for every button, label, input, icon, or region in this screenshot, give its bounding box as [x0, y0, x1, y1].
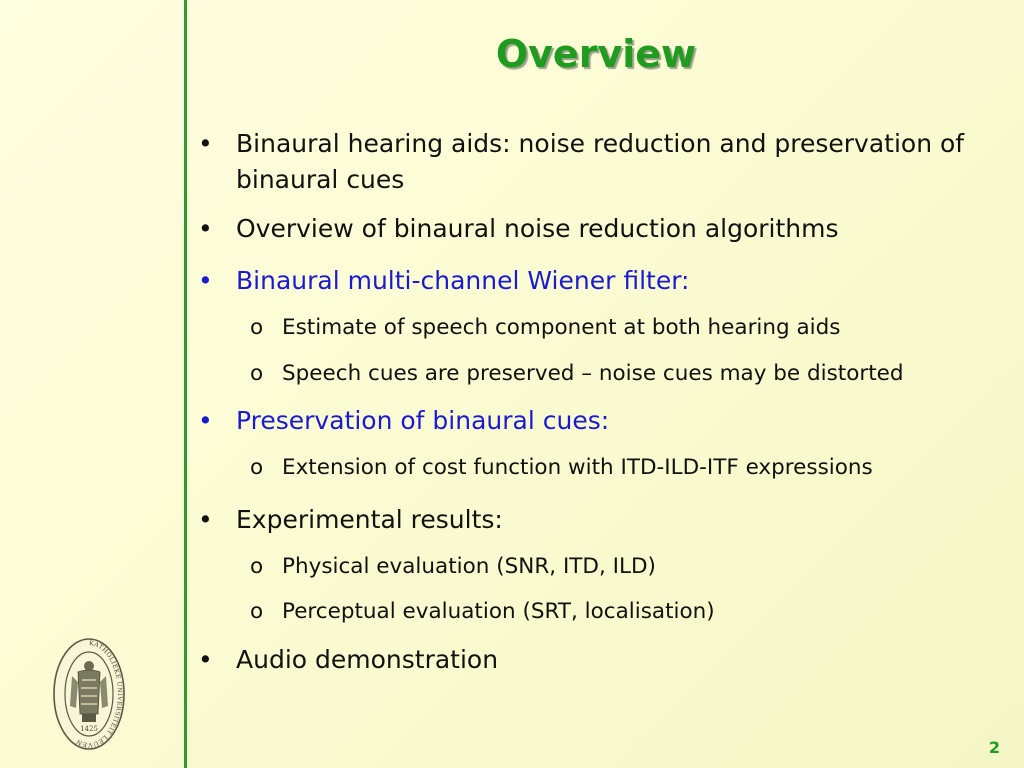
sub-bullet-marker: o	[250, 361, 264, 386]
svg-text:1425: 1425	[80, 725, 98, 733]
sub-bullet-item	[196, 313, 986, 343]
bullet-marker: •	[198, 505, 213, 534]
bullet-item	[196, 263, 986, 299]
bullet-marker: •	[198, 266, 213, 295]
university-seal-logo	[52, 636, 126, 752]
sub-bullet-marker: o	[250, 599, 264, 624]
sub-bullet-item	[196, 552, 986, 582]
bullet-item	[196, 126, 986, 198]
bullet-text: Audio demonstration	[236, 645, 499, 674]
bullet-item	[196, 502, 986, 538]
sub-bullet-item	[196, 453, 986, 483]
vertical-divider	[184, 0, 187, 768]
sub-bullet-text: Estimate of speech component at both hearing aids	[282, 315, 841, 340]
sub-bullet-text: Extension of cost function with ITD-ILD-ITF expressions	[282, 455, 873, 480]
sub-bullet-item	[196, 597, 986, 627]
bullet-text: Binaural hearing aids: noise reduction and preservation of binaural cues	[236, 129, 965, 194]
bullet-text: Preservation of binaural cues:	[236, 406, 610, 435]
svg-text:KATHOLIEKE UNIVERSITEIT LEUVEN: KATHOLIEKE UNIVERSITEIT LEUVEN	[75, 639, 123, 749]
sub-bullet-text: Physical evaluation (SNR, ITD, ILD)	[282, 554, 656, 579]
bullet-marker: •	[198, 129, 213, 158]
bullet-item	[196, 642, 986, 678]
bullet-text: Experimental results:	[236, 505, 503, 534]
bullet-marker: •	[198, 406, 213, 435]
bullet-item	[196, 403, 986, 439]
bullet-marker: •	[198, 645, 213, 674]
sub-bullet-marker: o	[250, 554, 264, 579]
sub-bullet-marker: o	[250, 315, 264, 340]
sub-bullet-text: Perceptual evaluation (SRT, localisation)	[282, 599, 715, 624]
sub-bullet-text: Speech cues are preserved – noise cues may be distorted	[282, 361, 904, 386]
slide-title: Overview	[495, 32, 697, 76]
bullet-marker: •	[198, 214, 213, 243]
sub-bullet-marker: o	[250, 455, 264, 480]
bullet-item	[196, 211, 986, 247]
bullet-text: Overview of binaural noise reduction algorithms	[236, 214, 839, 243]
page-number: 2	[988, 738, 1000, 757]
bullet-text: Binaural multi-channel Wiener filter:	[236, 266, 690, 295]
sub-bullet-item	[196, 359, 986, 389]
